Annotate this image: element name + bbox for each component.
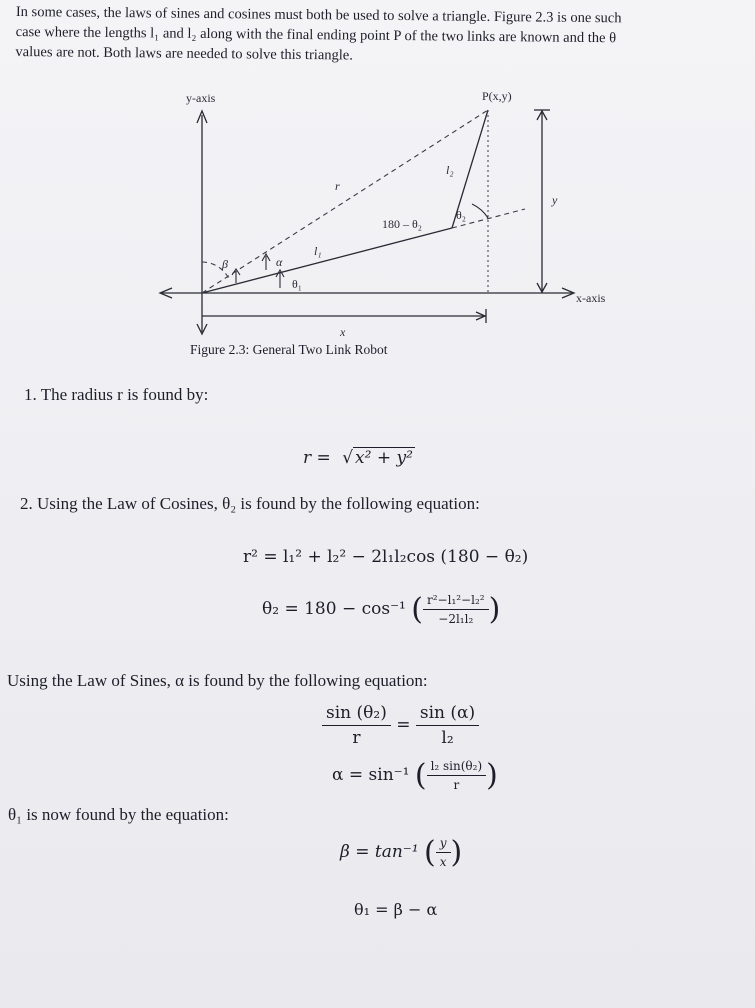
alpha-label: α	[276, 255, 283, 269]
equation-beta	[340, 835, 462, 870]
intro-line-3: values are not. Both laws are needed to solve this triangle.	[15, 43, 353, 64]
equation-theta2-numerator: r²−l₁²−l₂²	[423, 593, 489, 610]
figure-caption: Figure 2.3: General Two Link Robot	[190, 342, 388, 357]
point-p-label: P(x,y)	[482, 89, 512, 103]
equation-theta1: θ₁ = β − α	[354, 900, 438, 919]
paren-close: )	[486, 758, 498, 793]
paren-open: (	[411, 592, 423, 627]
link-l1	[202, 228, 452, 293]
equation-theta2-denominator: −2l₁l₂	[438, 612, 474, 626]
equation-beta-fraction	[436, 836, 451, 869]
paren-open: (	[414, 758, 427, 793]
l1-label: l₁	[314, 244, 322, 258]
l2-label: l₂	[446, 163, 454, 177]
intro-line-2: case where the lengths l₁ and l₂ along with the final ending point P of the two links are known and the θ	[15, 23, 617, 47]
equation-radius-lhs: r =	[303, 448, 331, 468]
step-2-text: 2. Using the Law of Cosines, θ₂ is found by the following equation:	[20, 494, 480, 513]
equation-alpha-numerator: l₂ sin(θ₂)	[427, 759, 487, 776]
y-dimension-label: y	[552, 193, 558, 207]
x-axis-label: x-axis	[576, 291, 606, 305]
sines-numerator-right: sin (α)	[416, 703, 479, 726]
r-label: r	[335, 179, 340, 193]
y-axis-label: y-axis	[186, 91, 216, 105]
equation-law-of-sines	[322, 703, 479, 748]
intro-paragraph	[15, 2, 751, 70]
equation-theta2-fraction	[423, 593, 489, 626]
radius-r-dashed	[202, 110, 488, 293]
sqrt-symbol: √	[342, 448, 354, 468]
sines-numerator-left: sin (θ₂)	[322, 703, 391, 726]
theta2-label: θ₂	[456, 208, 466, 222]
equation-radius-rhs: x² + y²	[355, 448, 413, 468]
equation-alpha-denominator: r	[453, 778, 460, 792]
equation-beta-numerator: y	[436, 836, 451, 853]
sines-fraction-left	[322, 703, 391, 748]
intro-line-1: In some cases, the laws of sines and cosines must both be used to solve a triangle. Figure 2.3 is one such	[15, 3, 622, 27]
step-1-text: 1. The radius r is found by:	[24, 385, 209, 404]
equation-law-of-cosines: r² = l₁² + l₂² − 2l₁l₂cos (180 − θ₂)	[243, 547, 529, 567]
equation-theta2-lhs: θ₂ = 180 − cos⁻¹	[262, 599, 406, 619]
two-link-robot-diagram	[0, 80, 755, 345]
equation-theta2	[262, 592, 500, 627]
paren-close: )	[450, 835, 463, 870]
equation-beta-lhs: β = tan⁻¹	[340, 842, 419, 862]
theta1-intro-text: θ₁ is now found by the equation:	[8, 805, 229, 824]
angle-180-theta2-label: 180 – θ₂	[382, 217, 422, 231]
beta-label: β	[222, 257, 228, 271]
equation-alpha-lhs: α = sin⁻¹	[332, 765, 410, 785]
equation-alpha-fraction	[427, 759, 487, 792]
law-of-sines-text: Using the Law of Sines, α is found by the following equation:	[7, 671, 428, 690]
equation-radius	[303, 448, 415, 468]
paren-close: )	[488, 592, 501, 627]
equation-beta-denominator: x	[439, 855, 447, 869]
theta2-arc	[472, 204, 488, 218]
equation-alpha	[332, 758, 498, 793]
x-dimension-label: x	[340, 325, 346, 339]
sines-denominator-left: r	[352, 728, 361, 748]
sines-fraction-right	[416, 703, 479, 748]
sines-equals: =	[396, 715, 411, 735]
theta1-label: θ₁	[292, 277, 302, 291]
paren-open: (	[424, 835, 436, 870]
sines-denominator-right: l₂	[441, 728, 454, 748]
